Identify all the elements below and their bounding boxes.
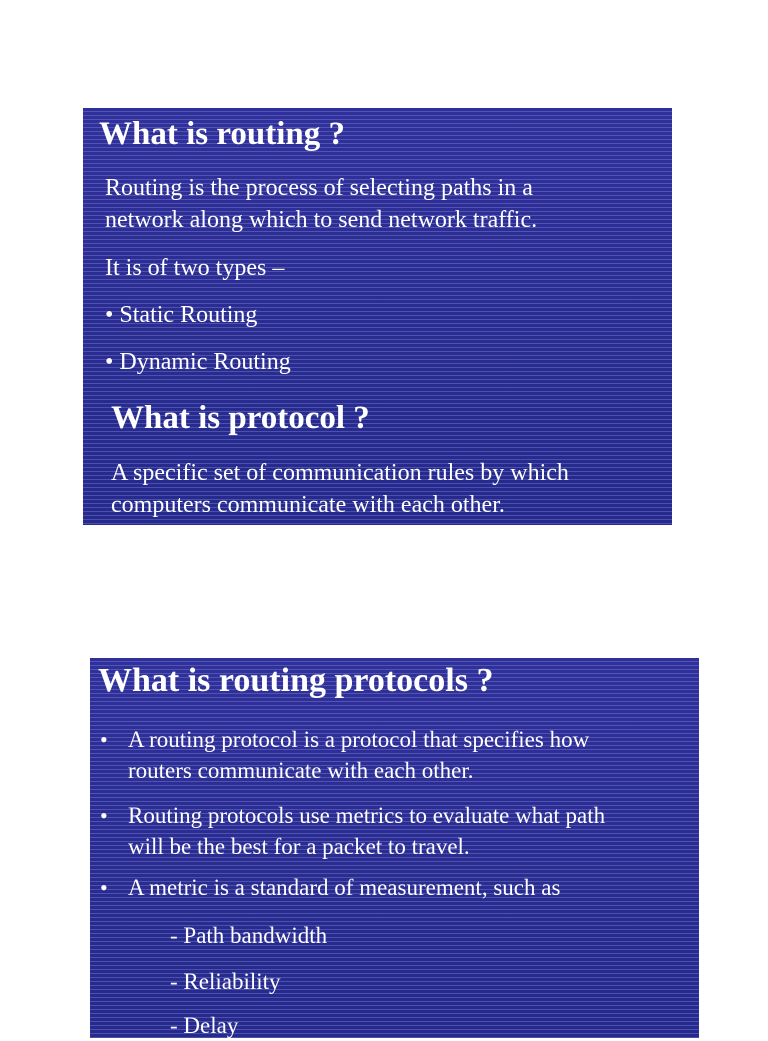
slide-title: What is routing protocols ? — [98, 662, 494, 699]
list-item-line-2: routers communicate with each other. — [128, 758, 474, 783]
routing-type-label: Dynamic Routing — [119, 349, 291, 375]
protocol-definition-line-1: A specific set of communication rules by which — [111, 460, 569, 486]
routing-definition-line-2: network along which to send network traffic. — [105, 207, 538, 233]
bullet-icon: • — [105, 302, 114, 328]
list-item-text — [128, 724, 589, 786]
slide-what-is-routing — [83, 108, 672, 525]
slide-title: What is routing ? — [99, 116, 346, 152]
list-item-line-1: A routing protocol is a protocol that specifies how — [128, 727, 590, 752]
routing-definition-line-1: Routing is the process of selecting paths in a — [105, 175, 533, 201]
protocol-definition-line-2: computers communicate with each other. — [111, 492, 505, 518]
list-item-line-1: A metric is a standard of measurement, such as — [128, 875, 561, 900]
protocol-heading: What is protocol ? — [111, 400, 370, 436]
routing-type-label: Static Routing — [119, 302, 258, 328]
list-item-text — [128, 800, 605, 862]
metric-delay: - Delay — [170, 1013, 239, 1038]
list-item — [90, 800, 699, 862]
routing-type-static — [105, 299, 257, 331]
metric-path-bandwidth: - Path bandwidth — [170, 923, 328, 948]
list-item-line-1: Routing protocols use metrics to evaluate what path — [128, 803, 606, 828]
bullet-icon: • — [100, 727, 108, 752]
metric-reliability: - Reliability — [170, 969, 281, 994]
bullet-icon: • — [100, 875, 108, 900]
list-item — [90, 872, 699, 903]
protocol-definition — [111, 457, 569, 521]
slide-routing-protocols — [90, 658, 699, 1038]
routing-type-dynamic — [105, 346, 291, 378]
routing-types-intro: It is of two types – — [105, 255, 285, 281]
list-item — [90, 724, 699, 786]
bullet-icon: • — [105, 349, 114, 375]
list-item-text — [128, 872, 560, 903]
routing-definition — [105, 172, 537, 236]
list-item-line-2: will be the best for a packet to travel. — [128, 834, 470, 859]
bullet-icon: • — [100, 803, 108, 828]
